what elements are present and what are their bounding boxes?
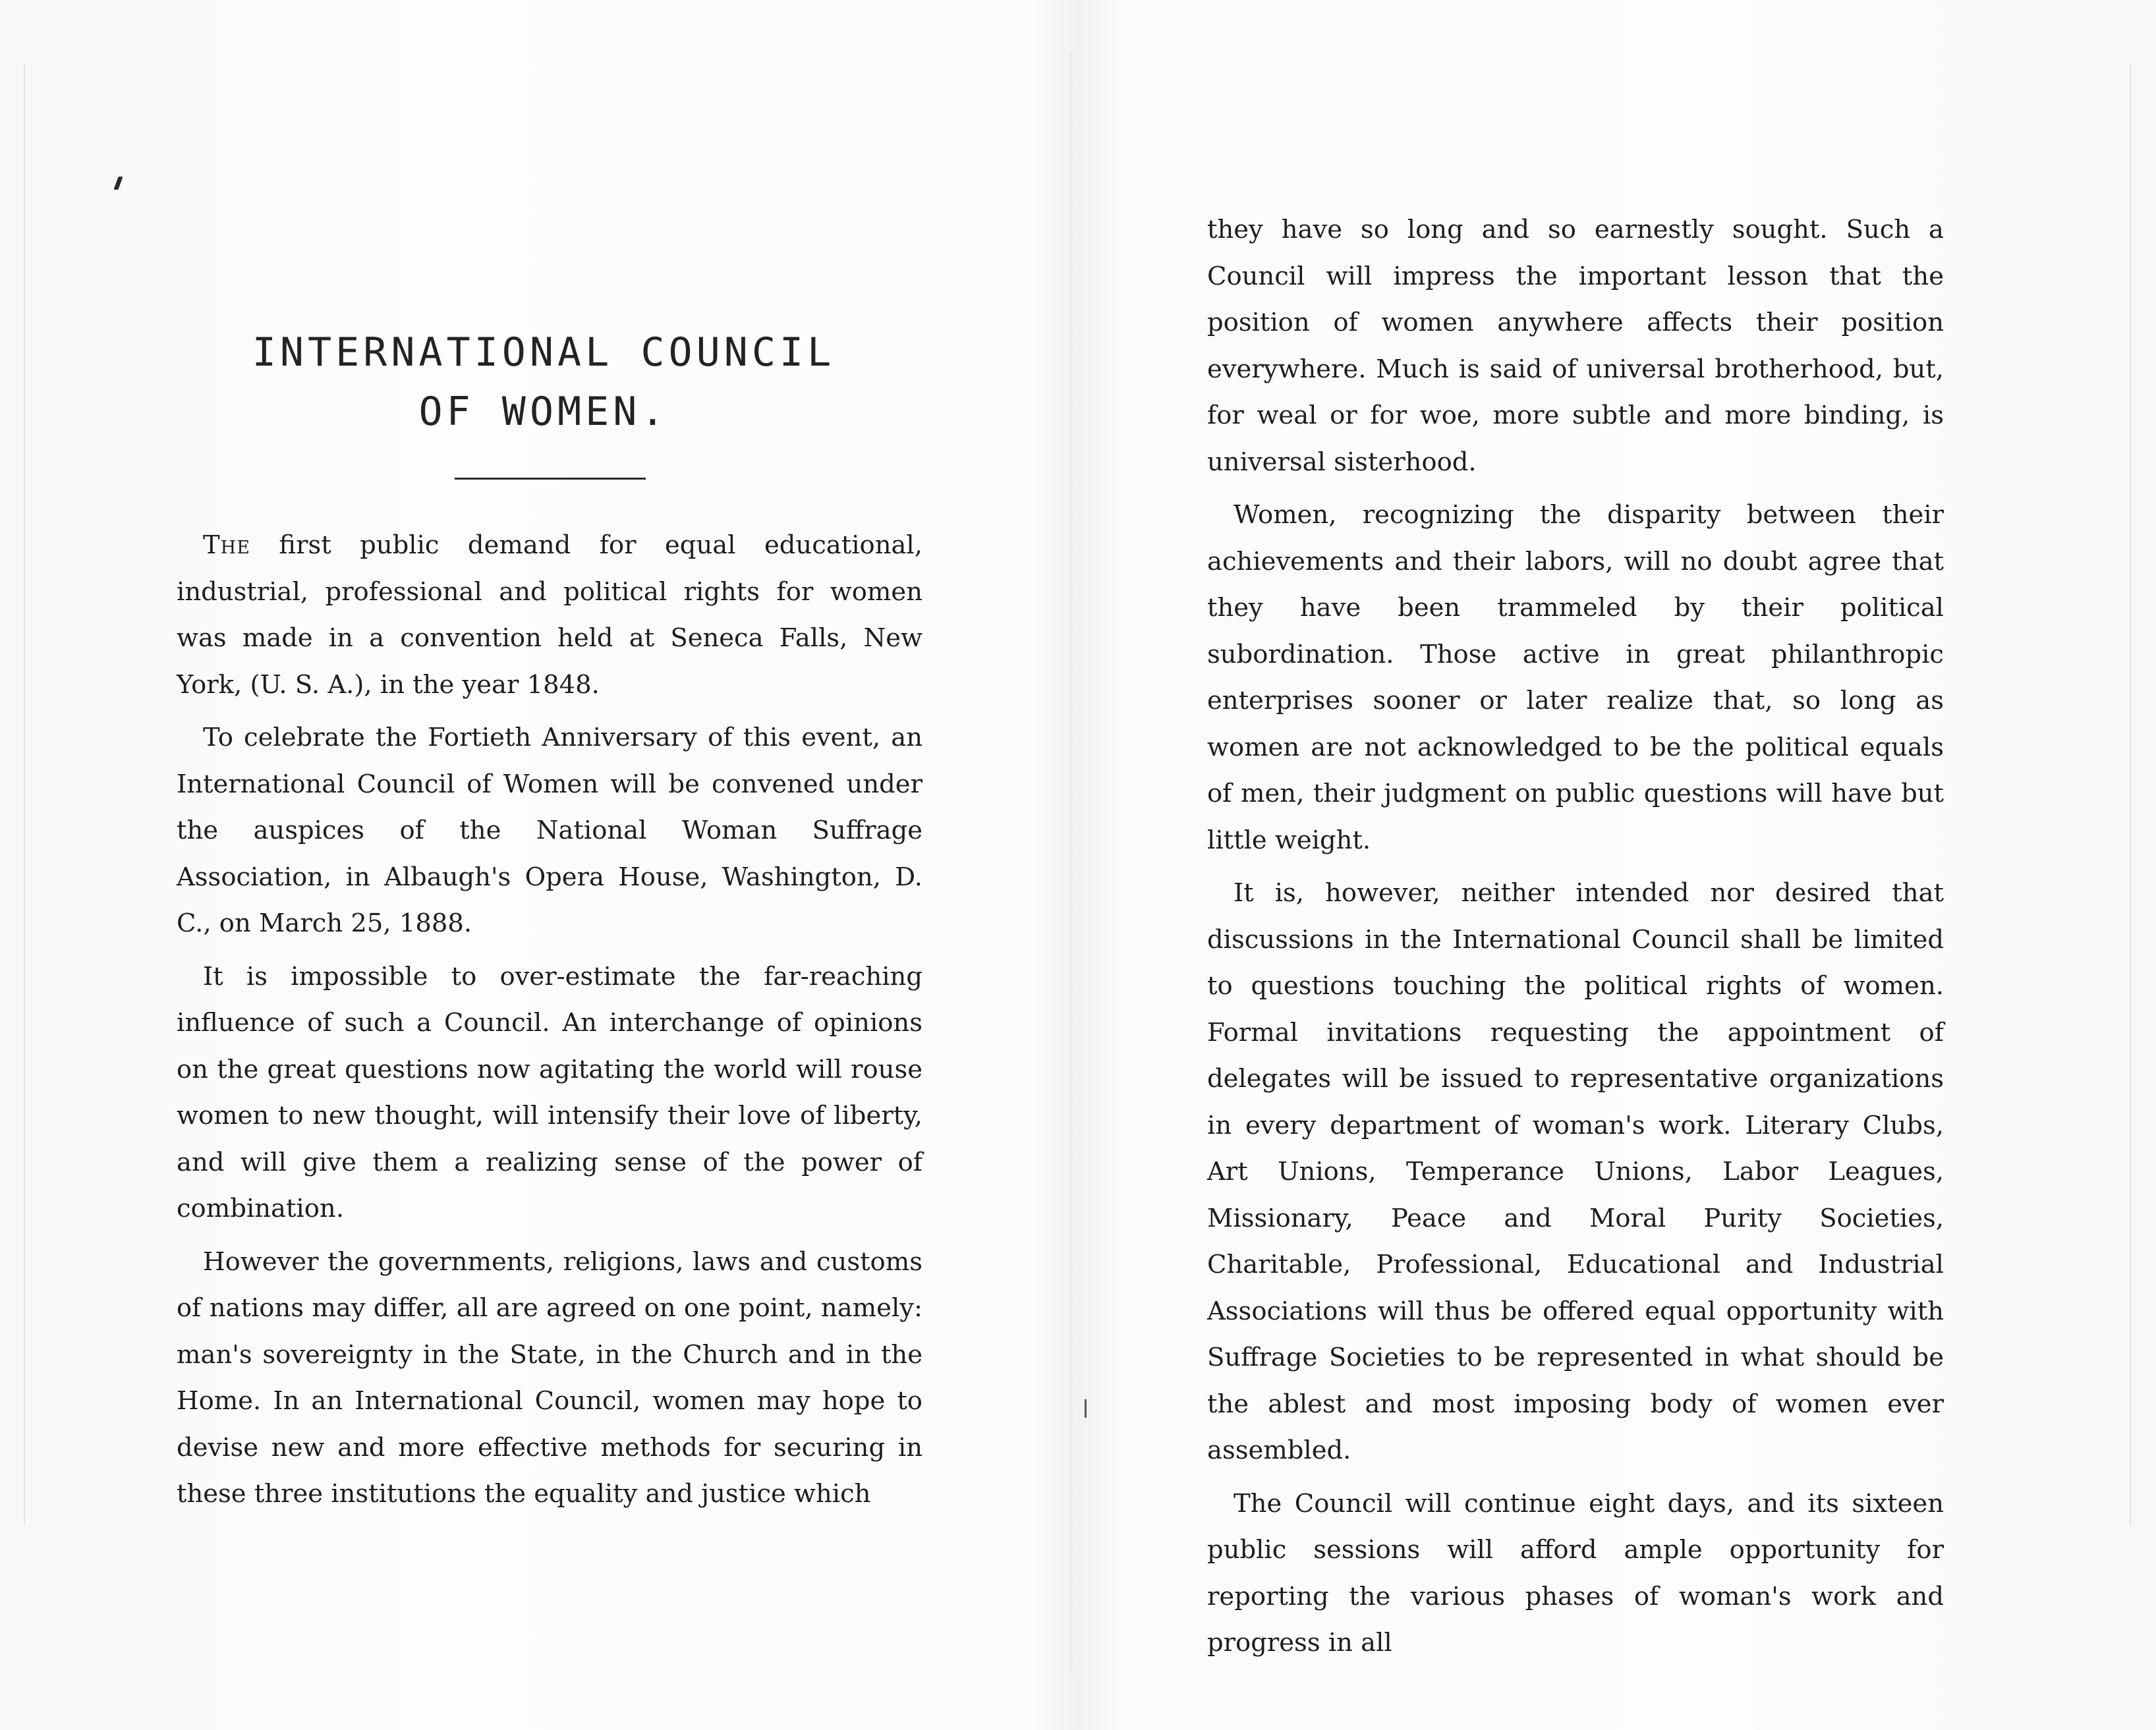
stray-ink-mark — [1085, 1399, 1087, 1418]
left-page — [0, 0, 1067, 1730]
paragraph-text: first public demand for equal educational, industrial, professional and political rights for women was made in a convention held at Seneca Falls, New York, (U. S. A.), in the year 1848. — [177, 530, 922, 700]
paragraph: The Council will continue eight days, and its sixteen public sessions will afford ample opportunity for reporting the various phases of woman's work and progress in all — [1207, 1488, 1944, 1658]
paragraph-continued: they have so long and so earnestly sought. Such a Council will impress the important lesson that the position of women anywhere affects their position everywhere. Much is said of universal brotherhood, but, for weal or for woe, more subtle and more binding, is universal sisterhood. — [1207, 215, 1944, 477]
document-title-line-1: INTERNATIONAL COUNCIL — [252, 329, 836, 376]
left-page-text — [177, 522, 922, 1518]
right-page-text — [1207, 207, 1944, 1667]
paragraph: It is, however, neither intended nor desired that discussions in the International Council shall be limited to questions touching the political rights of women. Formal invitations requesting the appointment of delegates will be issued to representative organizations in every department of woman's work. Literary Clubs, Art Unions, Temperance Unions, Labor Leagues, Missionary, Peace and Moral Purity Societies, Charitable, Professional, Educational and Industrial Associations will thus be offered equal opportunity with Suffrage Societies to be represented in what should be the ablest and most imposing body of women ever assembled. — [1207, 878, 1944, 1465]
title-divider — [455, 478, 646, 480]
paragraph-lead-word: The — [203, 530, 250, 560]
document-title-line-2: OF WOMEN. — [418, 389, 669, 435]
paragraph: However the governments, religions, laws and customs of nations may differ, all are agreed on one point, namely: man's sovereignty in the State, in the Church and in the Home. In an International Council, women may hope to devise new and more effective methods for securing in these three institutions the equality and justice which — [177, 1246, 922, 1509]
paragraph: To celebrate the Fortieth Anniversary of this event, an International Council of Women will be convened under the auspices of the National Woman Suffrage Association, in Albaugh's Opera House, Washington, D. C., on March 25, 1888. — [177, 723, 922, 938]
paragraph: Women, recognizing the disparity between their achievements and their labors, will no doubt agree that they have been trammeled by their political subordination. Those active in great philanthropic enterprises sooner or later realize that, so long as women are not acknowledged to be the political equals of men, their judgment on public questions will have but little weight. — [1207, 500, 1944, 855]
right-page — [1073, 0, 2156, 1730]
printer-mark — [113, 177, 123, 190]
paragraph — [177, 522, 922, 708]
paragraph: It is impossible to over-estimate the far-reaching influence of such a Council. An interchange of opinions on the great questions now agitating the world will rouse women to new thought, will intensify their love of liberty, and will give them a realizing sense of the power of combination. — [177, 961, 922, 1223]
